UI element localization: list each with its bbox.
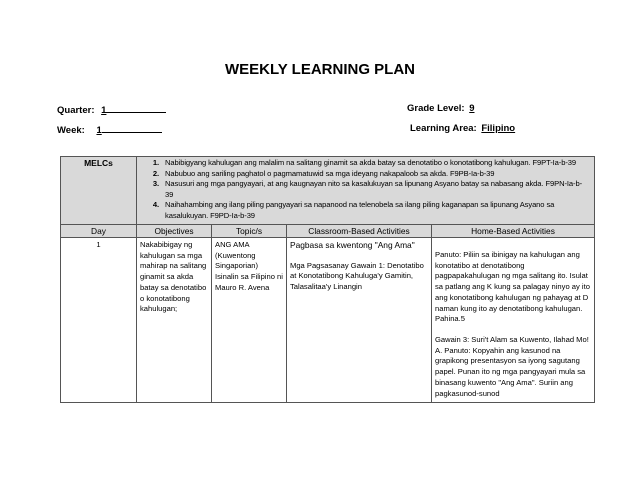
quarter-underline (106, 103, 166, 113)
grade-level-label: Grade Level: (407, 103, 465, 114)
melc-item: 2. Nabubuo ang sariling paghatol o pagmamatuwid sa mga ideyang nakapaloob sa akda. F9PB-Ia-b-39 (161, 169, 590, 180)
classroom-activities-cell (287, 238, 432, 403)
col-day-header: Day (61, 224, 137, 238)
learning-plan-table (60, 156, 595, 403)
melcs-list (137, 157, 594, 224)
grade-level-value: 9 (469, 103, 475, 114)
topic-cell: ANG AMA (Kuwentong Singaporian) Isinalin sa Filipino ni Mauro R. Avena (212, 238, 287, 403)
quarter-field (57, 103, 166, 116)
melcs-row (61, 157, 595, 225)
week-value: 1 (96, 125, 102, 136)
day-number: 1 (61, 238, 137, 403)
objectives-cell: Nakabibigay ng kahulugan sa mga mahirap na salitang ginamit sa akda batay sa denotatibo o konotatibong kahulugan; (137, 238, 212, 403)
column-header-row (61, 224, 595, 238)
classroom-activity-title: Pagbasa sa kwentong "Ang Ama" (290, 240, 415, 251)
col-topics-header: Topic/s (212, 224, 287, 238)
week-label: Week: (57, 125, 85, 136)
melcs-label: MELCs (61, 157, 137, 225)
grade-level-field (407, 103, 475, 114)
classroom-activity-body: Mga Pagsasanay Gawain 1: Denotatibo at Konotatibong Kahuluga'y Gamitin, Talasalitaa'y Linangin (290, 260, 424, 292)
home-activities-cell (432, 238, 595, 403)
learning-area-field (410, 123, 515, 134)
col-objectives-header: Objectives (137, 224, 212, 238)
week-field (57, 123, 162, 136)
learning-area-label: Learning Area: (410, 123, 477, 134)
quarter-value: 1 (101, 105, 107, 116)
melcs-list-cell (137, 157, 595, 225)
home-activity-task: Gawain 3: Suri't Alam sa Kuwento, Ilahad Mo! A. Panuto: Kopyahin ang kasunod na grapikong presentasyon sa iyong sagutang papel. Punan ito ng mga pangyayari mula sa binasang kuwento "Ang Ama". Suriin ang pagkasunod-sunod (435, 334, 589, 398)
table-row (61, 238, 595, 403)
learning-area-value: Filipino (481, 123, 516, 134)
page-title: WEEKLY LEARNING PLAN (224, 61, 416, 78)
col-classroom-header: Classroom-Based Activities (287, 224, 432, 238)
home-activity-instructions: Panuto: Piliin sa ibinigay na kahulugan ang konotatibo at denotatibong pagpapakahulugan ng mga salitang ito. Isulat sa patlang ang K kung sa palagay ninyo ay ito ang konotatibong kahulugan ng pahayag at D naman kung ito ay denotatibong kahulugan. Pahina.5 (435, 250, 590, 324)
melc-item: 4. Naihahambing ang ilang piling pangyayari sa napanood na telenobela sa ilang piling kaganapan sa lipunang Asyano sa kasalukuyan. F9PD-Ia-b-39 (161, 200, 590, 221)
col-home-header: Home-Based Activities (432, 224, 595, 238)
quarter-label: Quarter: (57, 105, 95, 116)
melc-item: 3. Nasusuri ang mga pangyayari, at ang kaugnayan nito sa kasalukuyan sa lipunang Asyano batay sa nabasang akda. F9PN-Ia-b-39 (161, 179, 590, 200)
melc-item: 1. Nabibigyang kahulugan ang malalim na salitang ginamit sa akda batay sa denotatibo o konotatibong kahulugan. F9PT-Ia-b-39 (161, 158, 590, 169)
week-underline (102, 123, 162, 133)
